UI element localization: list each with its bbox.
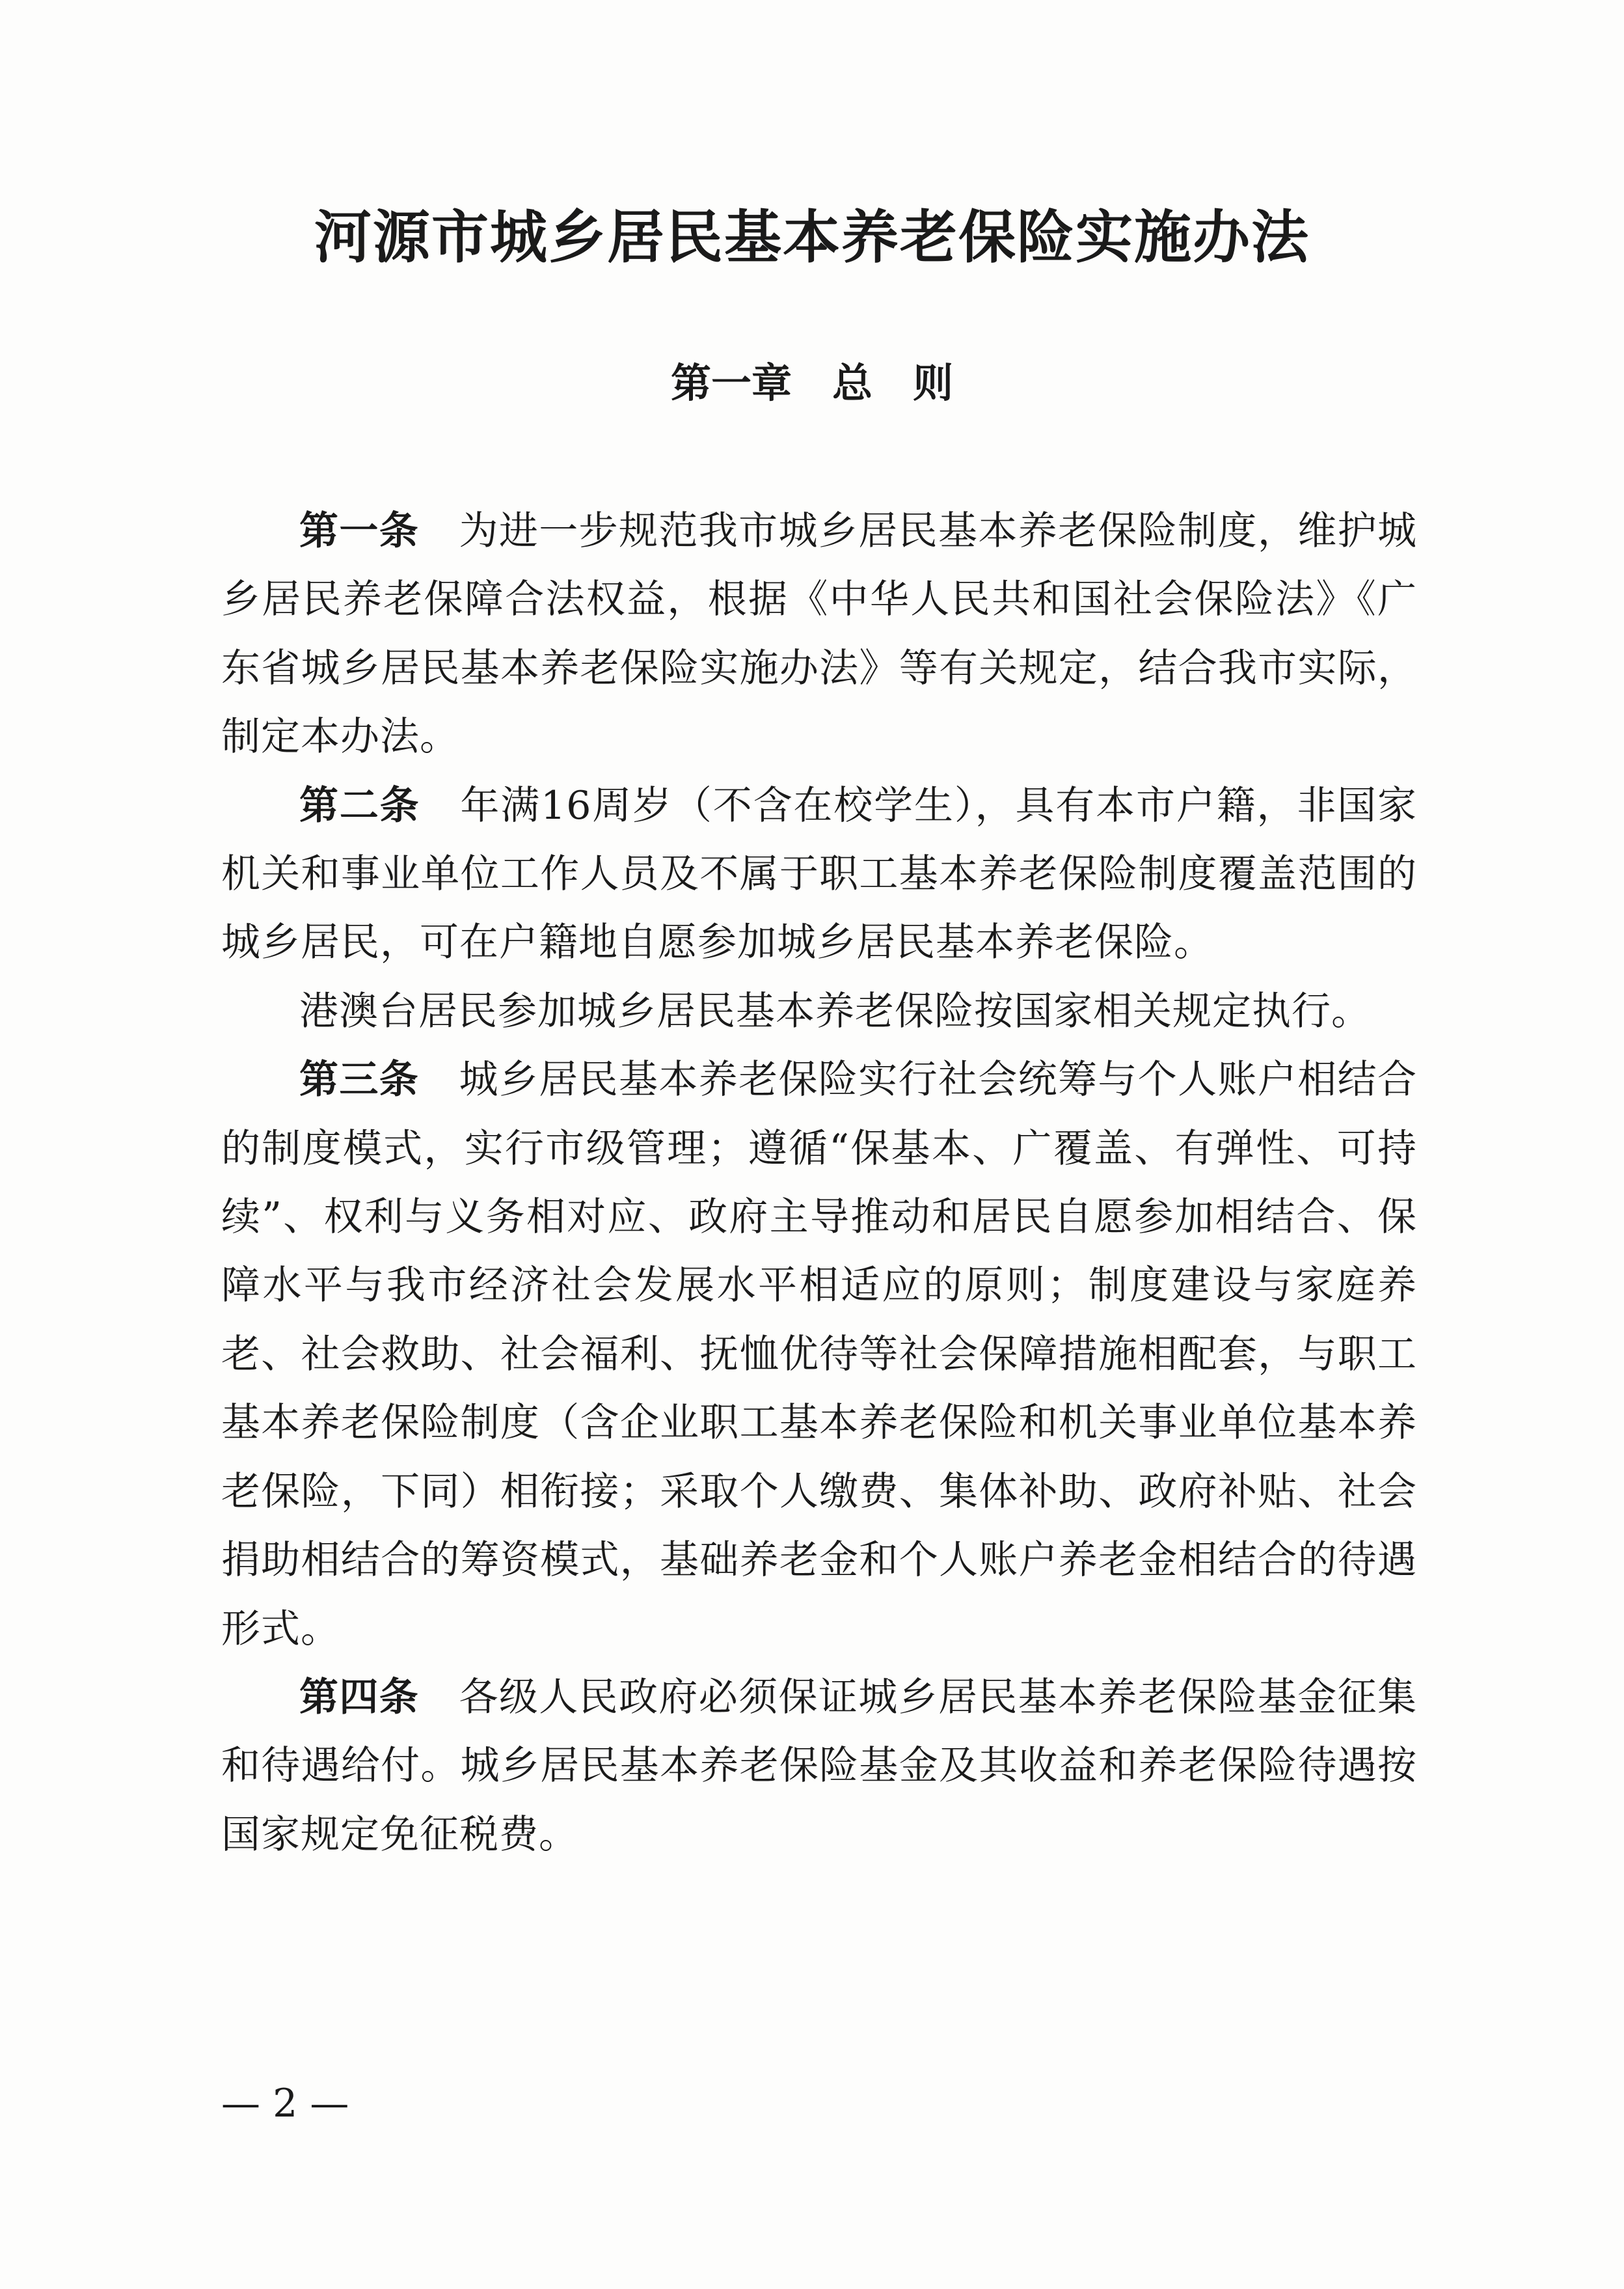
article-gap xyxy=(419,508,459,554)
article-number: 第二条 xyxy=(299,782,420,829)
article-number: 第一条 xyxy=(299,508,420,554)
page-number: — 2 — xyxy=(221,2081,349,2126)
article-paragraph xyxy=(221,772,1417,978)
article-paragraph xyxy=(221,1046,1417,1664)
article-text: 为进一步规范我市城乡居民基本养老保险制度，维护城乡居民养老保障合法权益，根据《中华人民共和国社会保险法》《广东省城乡居民基本养老保险实施办法》等有关规定，结合我市实际，制定本办法。 xyxy=(221,508,1418,760)
article-text: 城乡居民基本养老保险实行社会统筹与个人账户相结合的制度模式，实行市级管理；遵循“保基本、广覆盖、有弹性、可持续”、权利与义务相对应、政府主导推动和居民自愿参加相结合、保障水平与我市经济社会发展水平相适应的原则；制度建设与家庭养老、社会救助、社会福利、抚恤优待等社会保障措施相配套，与职工基本养老保险制度（含企业职工基本养老保险和机关事业单位基本养老保险，下同）相衔接；采取个人缴费、集体补助、政府补贴、社会捐助相结合的筹资模式，基础养老金和个人账户养老金相结合的待遇形式。 xyxy=(221,1057,1418,1652)
chapter-heading: 第一章 总 则 xyxy=(670,359,953,407)
paragraph-text: 港澳台居民参加城乡居民基本养老保险按国家相关规定执行。 xyxy=(299,988,1371,1034)
document-title: 河源市城乡居民基本养老保险实施办法 xyxy=(314,203,1310,271)
article-text: 各级人民政府必须保证城乡居民基本养老保险基金征集和待遇给付。城乡居民基本养老保险基金及其收益和养老保险待遇按国家规定免征税费。 xyxy=(221,1674,1418,1857)
article-paragraph xyxy=(221,497,1417,772)
article-number: 第四条 xyxy=(299,1674,420,1720)
article-gap xyxy=(420,783,461,829)
paragraph xyxy=(221,978,1417,1046)
article-gap xyxy=(419,1675,459,1720)
article-number: 第三条 xyxy=(299,1057,420,1103)
article-text: 年满16周岁（不含在校学生），具有本市户籍，非国家机关和事业单位工作人员及不属于职工基本养老保险制度覆盖范围的城乡居民，可在户籍地自愿参加城乡居民基本养老保险。 xyxy=(221,782,1417,966)
article-gap xyxy=(419,1057,459,1103)
document-body xyxy=(221,497,1417,1869)
article-paragraph xyxy=(221,1664,1417,1869)
